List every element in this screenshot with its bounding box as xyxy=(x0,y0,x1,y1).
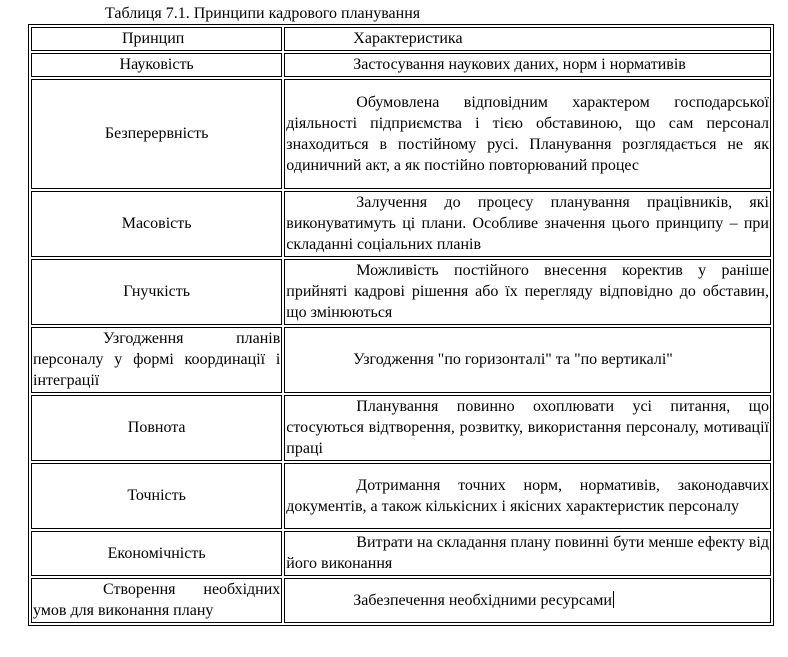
description-cell: Дотримання точних норм, нормативів, законодавчих документів, а також кількісних і якісних характеристик персоналу xyxy=(284,463,771,529)
table-row xyxy=(31,327,771,393)
table-row xyxy=(31,259,771,325)
principle-cell: Масовість xyxy=(31,191,282,257)
table-row xyxy=(31,53,771,77)
table-row xyxy=(31,578,771,623)
table-row xyxy=(31,191,771,257)
description-cell: Застосування наукових даних, норм і нормативів xyxy=(284,53,771,77)
description-cell: Планування повинно охоплювати усі питання, що стосуються відтворення, розвитку, використання персоналу, мотивації праці xyxy=(284,395,771,461)
table-row xyxy=(31,79,771,189)
description-cell[interactable] xyxy=(284,578,771,623)
principle-cell: Узгодження планів персоналу у формі координації і інтеграції xyxy=(31,327,282,393)
principle-cell: Гнучкість xyxy=(31,259,282,325)
table-row xyxy=(31,395,771,461)
principle-cell: Точність xyxy=(31,463,282,529)
description-cell: Можливість постійного внесення коректив у раніше прийняті кадрові рішення або їх перегляду відповідно до обставин, що змінюються xyxy=(284,259,771,325)
header-principle: Принцип xyxy=(31,27,282,51)
description-cell: Залучення до процесу планування працівників, які виконуватимуть ці плани. Особливе значення цього принципу – при складанні соціальних планів xyxy=(284,191,771,257)
table-row xyxy=(31,463,771,529)
table-caption: Таблиця 7.1. Принципи кадрового планування xyxy=(105,5,421,22)
description-cell: Узгодження "по горизонталі" та "по вертикалі" xyxy=(284,327,771,393)
text-cursor xyxy=(613,591,614,608)
description-cell: Обумовлена відповідним характером господарської діяльності підприємства і тією обставиною, що сам персонал знаходиться в постійному русі. Планування розглядається не як одиничний акт, а як постійно повторюваний процес xyxy=(284,79,771,189)
header-characteristic: Характеристика xyxy=(284,27,771,51)
principle-cell: Економічність xyxy=(31,531,282,576)
table-header-row xyxy=(31,27,771,51)
principle-cell: Науковість xyxy=(31,53,282,77)
principle-cell: Безперервність xyxy=(31,79,282,189)
principles-table xyxy=(28,24,774,626)
principle-cell: Повнота xyxy=(31,395,282,461)
description-cell: Витрати на складання плану повинні бути менше ефекту від його виконання xyxy=(284,531,771,576)
description-text: Забезпечення необхідними ресурсами xyxy=(353,591,612,609)
table-row xyxy=(31,531,771,576)
principle-cell: Створення необхідних умов для виконання плану xyxy=(31,578,282,623)
